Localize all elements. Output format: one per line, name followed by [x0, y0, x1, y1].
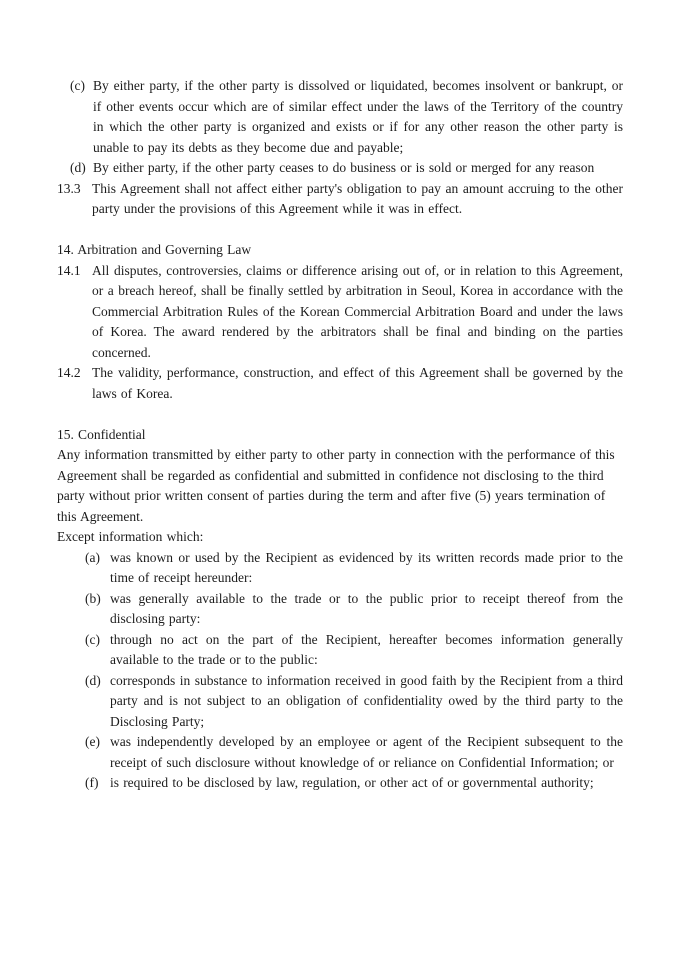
item-label: (c): [70, 78, 85, 93]
exception-b: [85, 589, 623, 630]
heading-section-15: [57, 425, 623, 446]
clause-14-1: [57, 261, 623, 364]
exception-d: [85, 671, 623, 733]
heading-section-14: [57, 240, 623, 261]
exception-f: [85, 773, 623, 794]
clause-13-c: [70, 76, 623, 158]
item-label: 14.1: [57, 262, 81, 278]
clause-14-2: [57, 363, 623, 404]
text-content: By either party, if the other party is dissolved or liquidated, becomes insolvent or bankrupt, or if other events occur which are of similar effect under the laws of the Territory of the country in which the other party is organized and exists or if for any other reason the other party is unable to pay its debts as they become due and payable;: [93, 78, 623, 155]
text-content: All disputes, controversies, claims or difference arising out of, or in relation to this Agreement, or a breach hereof, shall be finally settled by arbitration in Seoul, Korea in accordance with the Commercial Arbitration Rules of the Korean Commercial Arbitration Board and under the laws of Korea. The award rendered by the arbitrators shall be final and binding on the parties concerned.: [92, 262, 623, 360]
item-label: 13.3: [57, 180, 81, 196]
item-label: (c): [85, 631, 100, 647]
section-heading: 15. Confidential: [57, 426, 146, 442]
text-content: through no act on the part of the Recipient, hereafter becomes information generally available to the trade or to the public:: [110, 631, 623, 667]
clause-13-3: [57, 179, 623, 220]
text-content: was known or used by the Recipient as evidenced by its written records made prior to the time of receipt hereunder:: [110, 549, 623, 585]
text-content: was independently developed by an employee or agent of the Recipient subsequent to the receipt of such disclosure without knowledge of or reliance on Confidential Information; or: [110, 734, 623, 770]
text-content: Any information transmitted by either party to other party in connection with the performance of this Agreement shall be regarded as confidential and submitted in confidence not disclosing to the third party without prior written consent of parties during the term and after five (5) years termination of this Agreement.: [57, 447, 615, 524]
item-label: (d): [70, 160, 86, 175]
exception-c: [85, 630, 623, 671]
item-label: (a): [85, 549, 100, 565]
item-label: (f): [85, 775, 99, 790]
section-heading: 14. Arbitration and Governing Law: [57, 242, 252, 257]
item-label: (b): [85, 590, 101, 606]
item-label: (d): [85, 672, 101, 688]
document-body: [57, 76, 623, 794]
text-content: corresponds in substance to information received in good faith by the Recipient from a third party and is not subject to an obligation of confidentiality owed by the third party to the Disclosing Party;: [110, 672, 623, 729]
exception-e: [85, 732, 623, 773]
exception-a: [85, 548, 623, 589]
paragraph-except-intro: [57, 527, 623, 548]
text-content: is required to be disclosed by law, regulation, or other act of or governmental authority;: [110, 775, 594, 790]
item-label: 14.2: [57, 365, 81, 380]
clause-13-d: [70, 158, 623, 179]
text-content: The validity, performance, construction, and effect of this Agreement shall be governed by the laws of Korea.: [92, 365, 623, 401]
paragraph-confidential: [57, 445, 623, 527]
text-content: Except information which:: [57, 529, 204, 544]
text-content: By either party, if the other party ceases to do business or is sold or merged for any reason: [93, 160, 595, 175]
text-content: This Agreement shall not affect either party's obligation to pay an amount accruing to the other party under the provisions of this Agreement while it was in effect.: [92, 180, 623, 216]
text-content: was generally available to the trade or to the public prior to receipt thereof from the disclosing party:: [110, 590, 623, 626]
item-label: (e): [85, 734, 100, 749]
